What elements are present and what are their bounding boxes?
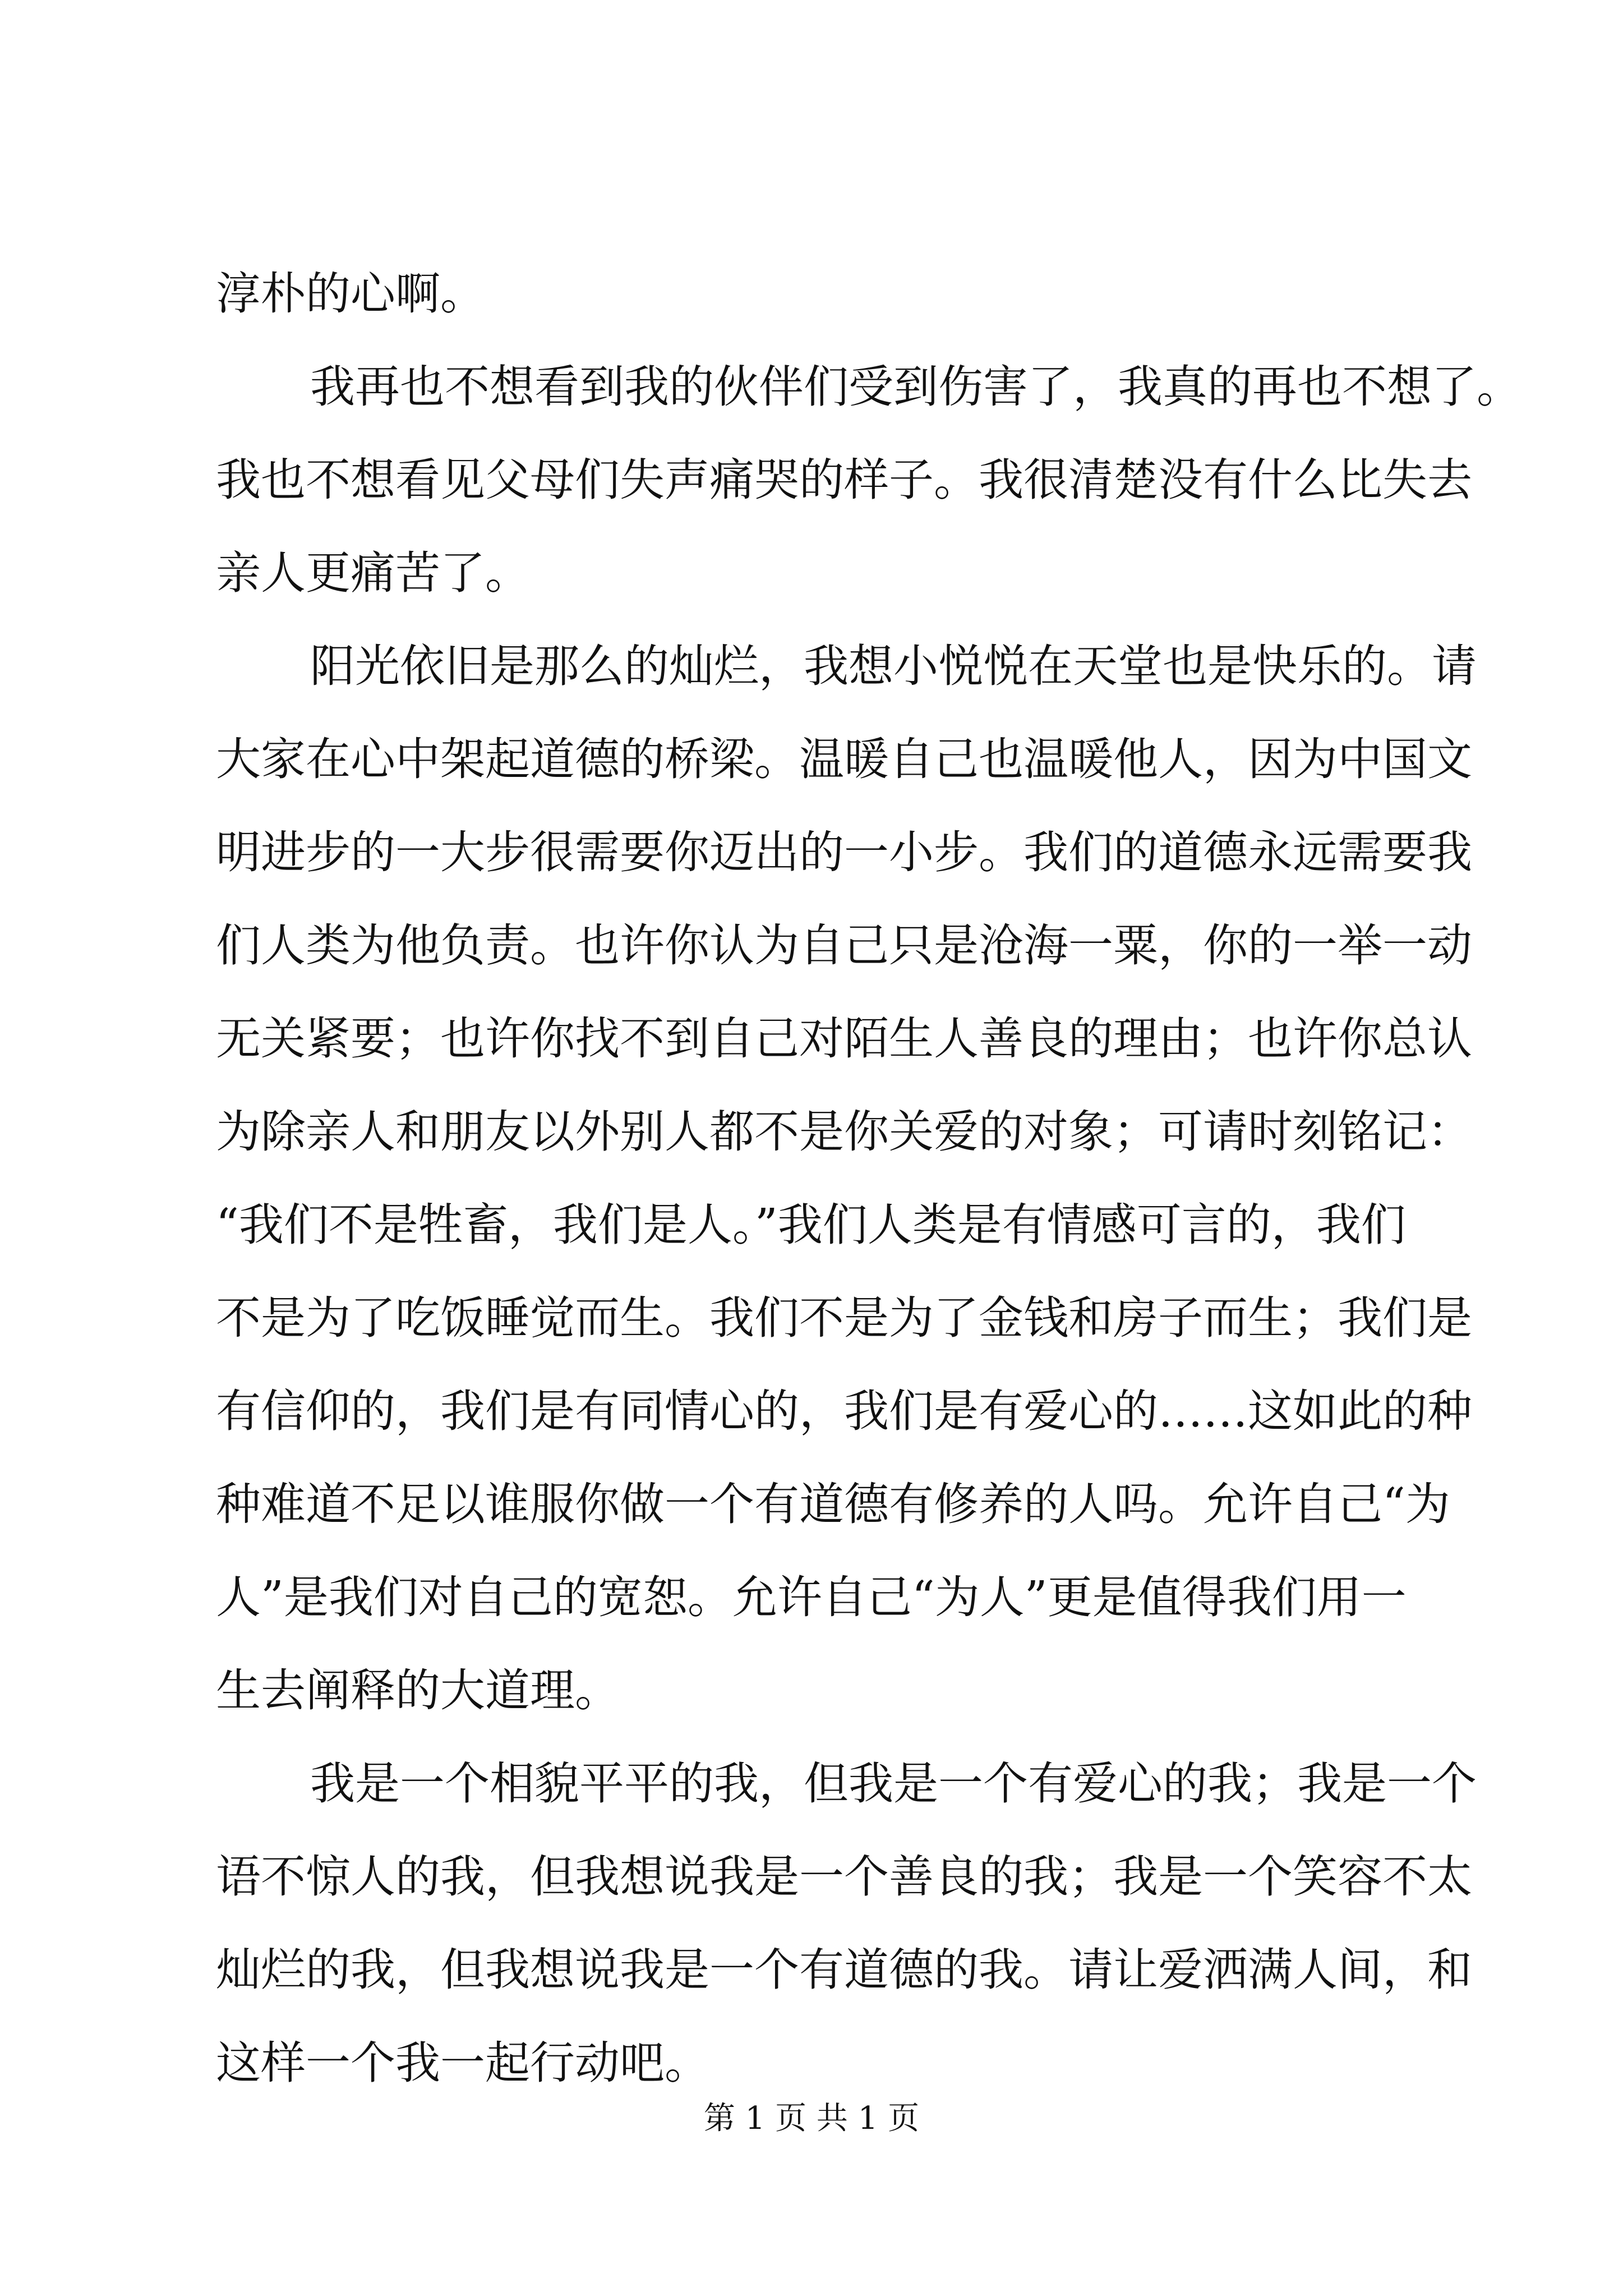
text-line: 淳朴的心啊。: [216, 268, 485, 320]
text-line: 我是一个相貌平平的我，但我是一个有爱心的我；我是一个: [310, 1757, 1477, 1810]
text-line: 生去阐释的大道理。: [216, 1664, 620, 1717]
text-line: 无关紧要；也许你找不到自己对陌生人善良的理由；也许你总认: [216, 1013, 1472, 1065]
text-line: 语不惊人的我，但我想说我是一个善良的我；我是一个笑容不太: [216, 1851, 1472, 1903]
text-line: 我也不想看见父母们失声痛哭的样子。我很清楚没有什么比失去: [216, 454, 1472, 506]
text-line: 大家在心中架起道德的桥梁。温暖自己也温暖他人，因为中国文: [216, 733, 1472, 785]
body-text: [216, 264, 1521, 2126]
text-line: 不是为了吃饭睡觉而生。我们不是为了金钱和房子而生；我们是: [216, 1292, 1472, 1344]
text-line: 种难道不足以谁服你做一个有道德有修养的人吗。允许自己“为: [216, 1478, 1450, 1530]
text-line: 们人类为他负责。也许你认为自己只是沧海一粟，你的一举一动: [216, 919, 1472, 972]
text-line: “我们不是牲畜，我们是人。”我们人类是有情感可言的，我们: [216, 1199, 1406, 1251]
text-line: 明进步的一大步很需要你迈出的一小步。我们的道德永远需要我: [216, 826, 1472, 878]
text-line: 为除亲人和朋友以外别人都不是你关爱的对象；可请时刻铭记：: [216, 1106, 1472, 1158]
text-line: 灿烂的我，但我想说我是一个有道德的我。请让爱洒满人间，和: [216, 1944, 1472, 1996]
page-footer: 第 1 页 共 1 页: [703, 2100, 920, 2137]
text-line: 人”是我们对自己的宽恕。允许自己“为人”更是值得我们用一: [216, 1571, 1407, 1623]
text-line: 这样一个我一起行动吧。: [216, 2037, 709, 2089]
text-line: 阳光依旧是那么的灿烂，我想小悦悦在天堂也是快乐的。请: [310, 640, 1477, 692]
text-line: 亲人更痛苦了。: [216, 547, 530, 599]
text-line: 有信仰的，我们是有同情心的，我们是有爱心的……这如此的种: [216, 1385, 1472, 1437]
text-line: 我再也不想看到我的伙伴们受到伤害了，我真的再也不想了。: [310, 361, 1521, 413]
